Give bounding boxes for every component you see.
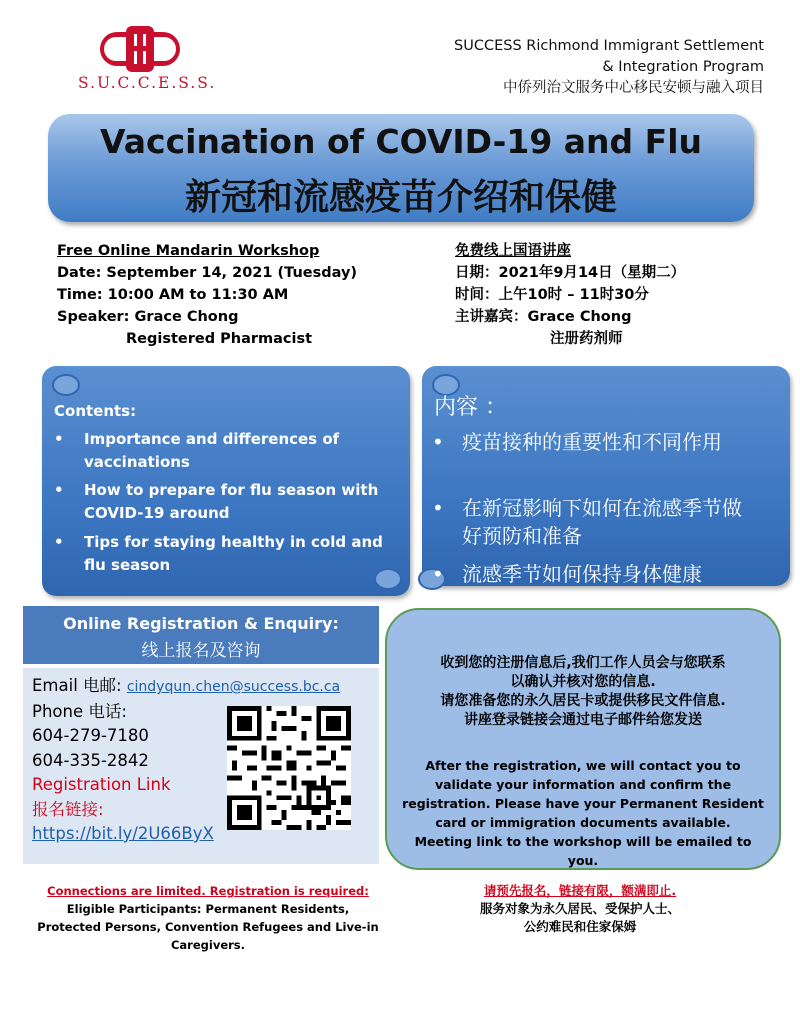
title-chinese: 新冠和流感疫苗介绍和保健	[184, 177, 617, 218]
title-english: Vaccination of COVID-19 and Flu	[100, 122, 702, 161]
footer-english	[35, 882, 381, 954]
registration-url[interactable]: https://bit.ly/2U66ByX	[32, 824, 214, 843]
phone-number-2: 604-335-2842	[32, 750, 149, 770]
org-header	[404, 36, 764, 99]
qr-code-icon[interactable]	[227, 706, 351, 830]
event-date-zh: 日期：2021年9月14日（星期二）	[455, 265, 686, 281]
footer-warning-zh: 请预先报名，链接有限，额满即止.	[483, 883, 677, 898]
registration-link-label: Registration Link	[32, 775, 171, 794]
speaker-title-zh: 注册药剂师	[550, 331, 623, 347]
notice-chinese: 收到您的注册信息后,我们工作人员会与您联系 以确认并核对您的信息. 请您准备您的永久居民卡或提供移民文件信息. 讲座登录链接会通过电子邮件给您发送	[440, 655, 726, 728]
footer-warning: Connections are limited. Registration is required:	[47, 884, 369, 898]
contents-scroll-english	[42, 366, 410, 596]
contents-item-zh: • 流感季节如何保持身体健康	[432, 562, 702, 586]
bullet-icon: •	[54, 430, 64, 448]
contents-item: • Tips for staying healthy in cold and flu season	[54, 533, 383, 574]
org-line-2: & Integration Program	[602, 59, 764, 75]
event-details-english	[57, 240, 417, 350]
bullet-icon: •	[432, 562, 444, 586]
email-link[interactable]: cindyqun.chen@success.bc.ca	[126, 679, 341, 695]
workshop-label: Free Online Mandarin Workshop	[57, 243, 320, 259]
phone-number-1: 604-279-7180	[32, 726, 149, 745]
registration-notice	[385, 608, 781, 870]
event-speaker-zh: 主讲嘉宾：Grace Chong	[455, 309, 632, 325]
footer-eligibility-zh-2: 公约难民和住家保姆	[523, 919, 637, 934]
registration-heading-en: Online Registration & Enquiry:	[63, 614, 339, 633]
contents-item-zh: • 疫苗接种的重要性和不同作用	[432, 430, 722, 454]
contents-heading: Contents:	[54, 402, 137, 420]
phone-label: Phone 电话:	[32, 701, 127, 721]
event-speaker: Speaker: Grace Chong	[57, 309, 239, 325]
speaker-title: Registered Pharmacist	[126, 331, 313, 347]
title-banner	[48, 114, 754, 222]
logo-text: S.U.C.C.E.S.S.	[78, 74, 217, 92]
workshop-label-zh: 免费线上国语讲座	[455, 243, 571, 259]
bullet-icon: •	[432, 430, 444, 454]
event-details-chinese	[455, 240, 775, 350]
event-time: Time: 10:00 AM to 11:30 AM	[57, 287, 289, 303]
footer-eligibility-zh-1: 服务对象为永久居民、受保护人士、	[479, 901, 680, 916]
footer-chinese	[420, 882, 740, 936]
event-date: Date: September 14, 2021 (Tuesday)	[57, 265, 358, 281]
org-line-1: SUCCESS Richmond Immigrant Settlement	[454, 38, 764, 54]
contents-item: • Importance and differences of vaccinations	[54, 430, 340, 471]
registration-header	[23, 606, 379, 664]
registration-heading-zh: 线上报名及咨询	[141, 641, 261, 661]
success-emblem-icon	[70, 22, 210, 74]
success-logo	[70, 22, 217, 100]
footer-eligibility: Eligible Participants: Permanent Residents, Protected Persons, Convention Refugees and Live-in Caregivers.	[37, 902, 379, 952]
registration-link-label-zh: 报名链接:	[32, 799, 104, 819]
contents-item-zh: • 在新冠影响下如何在流感季节做好预防和准备	[432, 496, 742, 548]
event-time-zh: 时间：上午10时 – 11时30分	[455, 287, 649, 303]
bullet-icon: •	[54, 533, 64, 551]
contents-heading-zh: 内容 ：	[434, 395, 507, 420]
contents-item: • How to prepare for flu season with COVID-19 around	[54, 481, 379, 522]
scroll-curl-icon	[52, 374, 80, 396]
org-line-3: 中侨列治文服务中心移民安顿与融入项目	[503, 80, 764, 96]
email-label: Email 电邮:	[32, 676, 127, 695]
bullet-icon: •	[432, 496, 444, 520]
bullet-icon: •	[54, 481, 64, 499]
contents-scroll-chinese	[422, 366, 790, 586]
notice-english: After the registration, we will contact you to validate your information and confirm the registration. Please have your Permanent Resident card or immigration documents available. Meeting link to the workshop will be emailed to you.	[402, 758, 764, 868]
registration-panel	[23, 668, 379, 864]
